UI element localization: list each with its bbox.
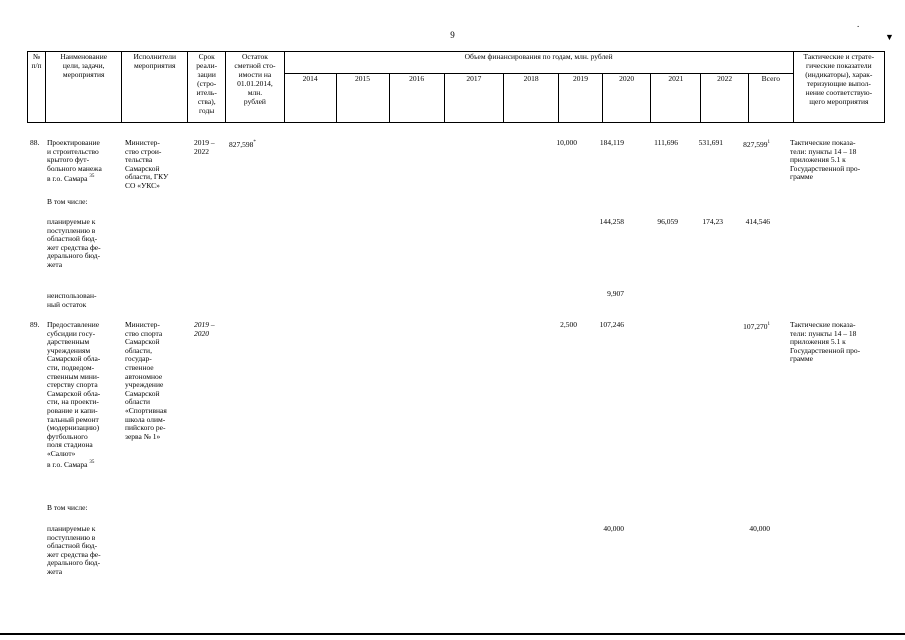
- row-88-federal-2022: 174,23: [702, 217, 723, 226]
- row-88-federal-name: планируемые к поступлению в областной бюд- жет средства фе- дерального бюд- жета: [47, 217, 101, 269]
- row-88-indicators: Тактические показа- тели: пункты 14 – 18 приложения 5.1 к Государственной про- грамме: [790, 138, 861, 182]
- row-89-total: [743, 321, 770, 332]
- row-88-name-footnote: 35: [89, 174, 95, 180]
- page-bottom-rule: [0, 633, 905, 635]
- row-88-number: 88.: [30, 138, 40, 147]
- header-year: 2020: [602, 74, 651, 123]
- row-88-2022: 531,691: [698, 138, 723, 147]
- header-year: 2017: [444, 74, 503, 123]
- row-89-number: 89.: [30, 320, 40, 329]
- row-88-remainder-value: 827,598: [229, 140, 254, 149]
- row-89-term: 2019 – 2020: [194, 320, 215, 338]
- header-year: 2019: [559, 74, 602, 123]
- row-88-term: 2019 – 2022: [194, 138, 215, 156]
- header-total: Всего: [749, 74, 794, 123]
- row-89-total-value: 107,270: [743, 322, 768, 331]
- header-year: 2015: [336, 74, 389, 123]
- header-year: 2016: [389, 74, 444, 123]
- row-89-name: [47, 321, 100, 469]
- row-88-executors: Министер- ство строи- тельства Самарской области, ГКУ СО «УКС»: [125, 138, 169, 190]
- header-indicators: Тактические и страте- гические показатели (индикаторы), харак- теризующие выпол- нение соответствую- щего мероприятия: [793, 52, 884, 123]
- header-funding: Объем финансирования по годам, млн. рублей: [284, 52, 793, 74]
- header-year: 2014: [284, 74, 336, 123]
- row-88-federal-2020: 144,258: [599, 217, 624, 226]
- row-89-2019: 2,500: [560, 320, 577, 329]
- row-88-remainder-footnote: *: [253, 140, 256, 145]
- header-executors: Исполнители мероприятия: [122, 52, 188, 123]
- header-num: № п/п: [28, 52, 46, 123]
- row-89-federal-name: планируемые к поступлению в областной бюд- жет средства фе- дерального бюд- жета: [47, 524, 101, 576]
- header-year: 2018: [504, 74, 559, 123]
- row-88-unused-name: неиспользован- ный остаток: [47, 291, 97, 309]
- row-88-2021: 111,696: [654, 138, 678, 147]
- header-term: Срок реали- зации (стро- итель- ства), годы: [188, 52, 226, 123]
- header-year: 2021: [651, 74, 701, 123]
- row-89-2020: 107,246: [599, 320, 624, 329]
- row-89-executors: Министер- ство спорта Самарской области, государ- ственное автономное учреждение Самарской области «Спортивная школа олим- пийского ре- зерва № 1»: [125, 320, 167, 441]
- header-name: Наименование цели, задачи, мероприятия: [46, 52, 122, 123]
- row-88-unused-2020: 9,907: [607, 289, 624, 298]
- row-88-2019: 10,000: [556, 138, 577, 147]
- row-89-name-footnote: 35: [89, 459, 95, 465]
- page-number: 9: [450, 30, 455, 40]
- row-89-federal-2020: 40,000: [603, 524, 624, 533]
- row-88-total-footnote: 1: [767, 140, 770, 145]
- row-89-federal-total: 40,000: [749, 524, 770, 533]
- row-88-federal-2021: 96,059: [657, 217, 678, 226]
- row-88-name: [47, 139, 102, 184]
- row-89-name-text: Предоставление субсидии госу- дарственным учреждениям Самарской обла- сти, подведом- ственным мини- стерству спорта Самарской обла- сти, на проекти- рование и капи- тальный ремонт (модернизацию) футбольного поля стадиона «Салют» в г.о. Самара: [47, 320, 101, 469]
- row-89-total-footnote: 1: [767, 322, 770, 327]
- row-88-remainder: [229, 139, 256, 150]
- row-88-federal-total: 414,546: [745, 217, 770, 226]
- row-89-including-label: В том числе:: [47, 503, 88, 512]
- row-88-2020: 184,119: [599, 138, 624, 147]
- row-88-name-text: Проектирование и строительство крытого фут- больного манежа в г.о. Самара: [47, 138, 102, 184]
- row-88-including-label: В том числе:: [47, 197, 88, 206]
- header-year: 2022: [701, 74, 749, 123]
- row-88-total: [743, 139, 770, 150]
- table-header: [27, 51, 885, 123]
- corner-tick: ▼: [885, 32, 894, 42]
- row-89-indicators: Тактические показа- тели: пункты 14 – 18 приложения 5.1 к Государственной про- грамме: [790, 320, 861, 364]
- header-remainder: Остаток сметной сто- имости на 01.01.2014, млн. рублей: [226, 52, 284, 123]
- corner-mark: .: [857, 19, 860, 29]
- row-88-total-value: 827,599: [743, 140, 768, 149]
